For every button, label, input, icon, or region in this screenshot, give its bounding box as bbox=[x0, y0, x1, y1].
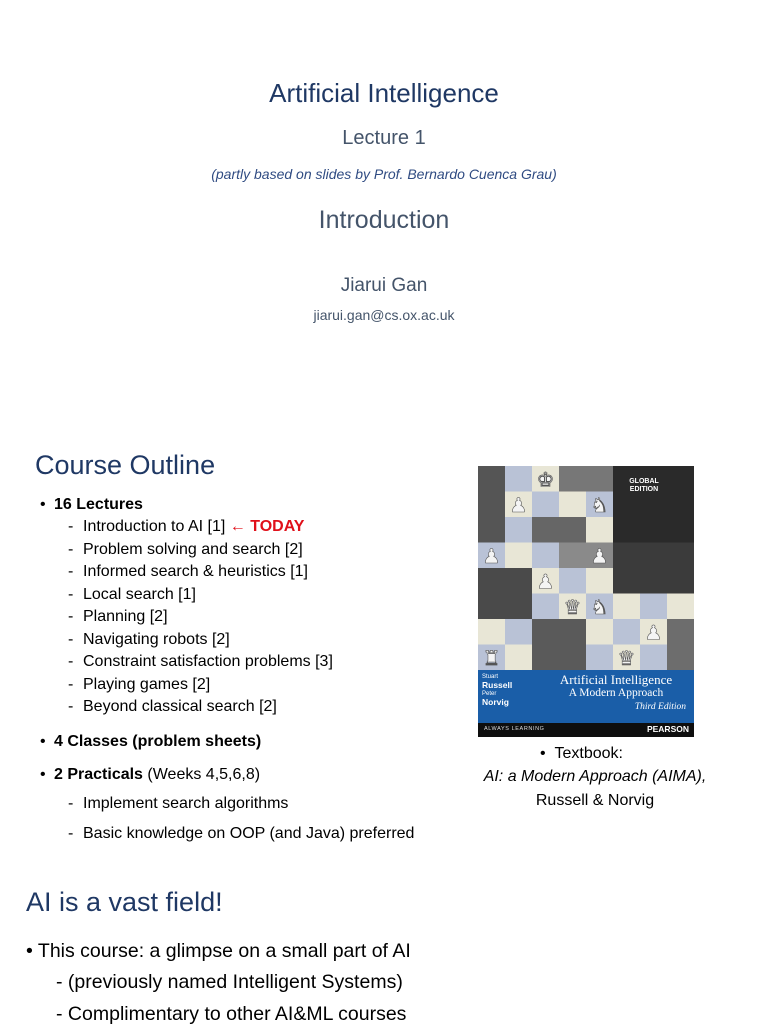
board-square bbox=[586, 619, 613, 645]
board-square bbox=[532, 594, 559, 620]
topic-item: - Constraint satisfaction problems [3] bbox=[68, 653, 333, 670]
practicals-bullet bbox=[40, 766, 260, 784]
cover-title: Artificial Intelligence bbox=[559, 672, 673, 687]
topic-item: - Planning [2] bbox=[68, 608, 168, 625]
photo-patch bbox=[478, 568, 532, 619]
topic-item: - Informed search & heuristics [1] bbox=[68, 563, 308, 580]
photo-patch bbox=[559, 466, 613, 492]
chess-piece-icon: ♚ bbox=[536, 467, 555, 492]
cover-edition: Third Edition bbox=[634, 702, 686, 712]
board-square bbox=[667, 594, 694, 620]
practical-label: Basic knowledge on OOP (and Java) preferred bbox=[83, 825, 415, 842]
board-square bbox=[532, 543, 559, 569]
photo-patch bbox=[478, 466, 505, 543]
lecture-topic: Introduction bbox=[318, 206, 450, 234]
cover-author1-first: Stuart bbox=[482, 674, 499, 680]
textbook-bullet bbox=[540, 745, 623, 763]
textbook-label: Textbook: bbox=[554, 745, 623, 762]
board-square bbox=[505, 619, 532, 645]
scope-sub-text: Complimentary to other AI&ML courses bbox=[67, 1003, 407, 1025]
board-square bbox=[478, 619, 505, 645]
board-square bbox=[613, 594, 640, 620]
cover-authors bbox=[482, 674, 512, 708]
chess-piece-icon: ♛ bbox=[617, 645, 636, 670]
board-square bbox=[640, 594, 667, 620]
bullet-icon: • bbox=[540, 745, 555, 762]
board-square bbox=[532, 492, 559, 518]
publisher-logo: PEARSON bbox=[646, 724, 689, 734]
chess-piece-icon: ♜ bbox=[482, 645, 501, 670]
global-edition-badge: GLOBAL EDITION bbox=[629, 478, 659, 493]
course-scope-text: This course: a glimpse on a small part of AI bbox=[37, 940, 411, 962]
author-name: Jiarui Gan bbox=[340, 275, 428, 296]
practical-label: Implement search algorithms bbox=[83, 795, 289, 812]
bullet-icon: • bbox=[40, 733, 46, 750]
topic-item: - Introduction to AI [1] ← TODAY bbox=[68, 518, 305, 535]
board-square bbox=[505, 466, 532, 492]
photo-patch bbox=[613, 543, 694, 594]
topic-label: Beyond classical search [2] bbox=[83, 698, 277, 715]
course-scope-bullet bbox=[26, 940, 411, 963]
board-square bbox=[586, 517, 613, 543]
photo-patch bbox=[532, 517, 586, 543]
topic-item: - Local search [1] bbox=[68, 586, 196, 603]
board-square bbox=[505, 543, 532, 569]
topic-label: Problem solving and search [2] bbox=[83, 541, 303, 558]
topic-item: - Navigating robots [2] bbox=[68, 631, 230, 648]
topic-label: Planning [2] bbox=[83, 608, 168, 625]
photo-patch bbox=[532, 619, 586, 670]
lectures-label: 16 Lectures bbox=[54, 496, 143, 513]
board-square bbox=[505, 645, 532, 671]
classes-label: 4 Classes (problem sheets) bbox=[54, 733, 262, 750]
chess-piece-icon: ♟ bbox=[644, 620, 663, 645]
cover-author2-last: Norvig bbox=[482, 697, 509, 707]
practical-item: - Basic knowledge on OOP (and Java) preferred bbox=[68, 825, 415, 842]
chess-piece-icon: ♟ bbox=[482, 543, 501, 568]
cover-author2-first: Peter bbox=[482, 691, 497, 697]
slide-title: Artificial Intelligence bbox=[269, 78, 499, 108]
today-marker: ← TODAY bbox=[229, 518, 305, 535]
chess-piece-icon: ♟ bbox=[536, 569, 555, 594]
chessboard-collage bbox=[478, 466, 694, 670]
topic-label: Navigating robots [2] bbox=[83, 631, 230, 648]
topic-label: Informed search & heuristics [1] bbox=[83, 563, 308, 580]
board-square bbox=[559, 492, 586, 518]
scope-sub-item: - (previously named Intelligent Systems) bbox=[56, 971, 403, 993]
topic-item: - Playing games [2] bbox=[68, 676, 211, 693]
board-square bbox=[640, 645, 667, 671]
board-square bbox=[613, 619, 640, 645]
chess-piece-icon: ♛ bbox=[563, 594, 582, 619]
textbook-title: AI: a Modern Approach (AIMA), bbox=[483, 768, 707, 785]
chess-piece-icon: ♞ bbox=[590, 594, 609, 619]
cover-series: ALWAYS LEARNING bbox=[484, 726, 545, 732]
scope-sub-text: (previously named Intelligent Systems) bbox=[67, 971, 403, 993]
textbook-cover bbox=[478, 466, 694, 737]
topic-label: Playing games [2] bbox=[83, 676, 211, 693]
topic-label: Constraint satisfaction problems [3] bbox=[83, 653, 333, 670]
course-outline-title: Course Outline bbox=[35, 450, 216, 480]
bullet-icon: • bbox=[40, 496, 46, 513]
bullet-icon: • bbox=[40, 766, 46, 783]
chess-piece-icon: ♟ bbox=[509, 492, 528, 517]
board-square bbox=[505, 517, 532, 543]
topic-label: Introduction to AI [1] bbox=[83, 518, 226, 535]
practicals-label: 2 Practicals bbox=[54, 766, 143, 783]
textbook-authors: Russell & Norvig bbox=[535, 792, 655, 809]
lecture-number: Lecture 1 bbox=[342, 127, 426, 149]
board-square bbox=[586, 645, 613, 671]
slides-credit: (partly based on slides by Prof. Bernardo Cuenca Grau) bbox=[211, 166, 557, 182]
author-email: jiarui.gan@cs.ox.ac.uk bbox=[313, 307, 455, 323]
lectures-bullet bbox=[40, 496, 143, 514]
cover-author1-last: Russell bbox=[482, 680, 513, 690]
chess-piece-icon: ♞ bbox=[590, 492, 609, 517]
topic-item: - Beyond classical search [2] bbox=[68, 698, 277, 715]
bullet-icon: • bbox=[26, 940, 38, 962]
scope-sub-item: - Complimentary to other AI&ML courses bbox=[56, 1003, 407, 1025]
topic-item: - Problem solving and search [2] bbox=[68, 541, 303, 558]
cover-footer bbox=[478, 723, 694, 737]
cover-title-band bbox=[478, 670, 694, 723]
topic-label: Local search [1] bbox=[83, 586, 196, 603]
photo-patch bbox=[667, 619, 694, 670]
chess-piece-icon: ♟ bbox=[590, 543, 609, 568]
board-square bbox=[586, 568, 613, 594]
practicals-weeks: (Weeks 4,5,6,8) bbox=[147, 766, 261, 783]
cover-subtitle: A Modern Approach bbox=[568, 687, 664, 699]
classes-bullet bbox=[40, 733, 261, 751]
practical-item: - Implement search algorithms bbox=[68, 795, 289, 812]
ai-field-title: AI is a vast field! bbox=[26, 887, 223, 917]
board-square bbox=[559, 568, 586, 594]
